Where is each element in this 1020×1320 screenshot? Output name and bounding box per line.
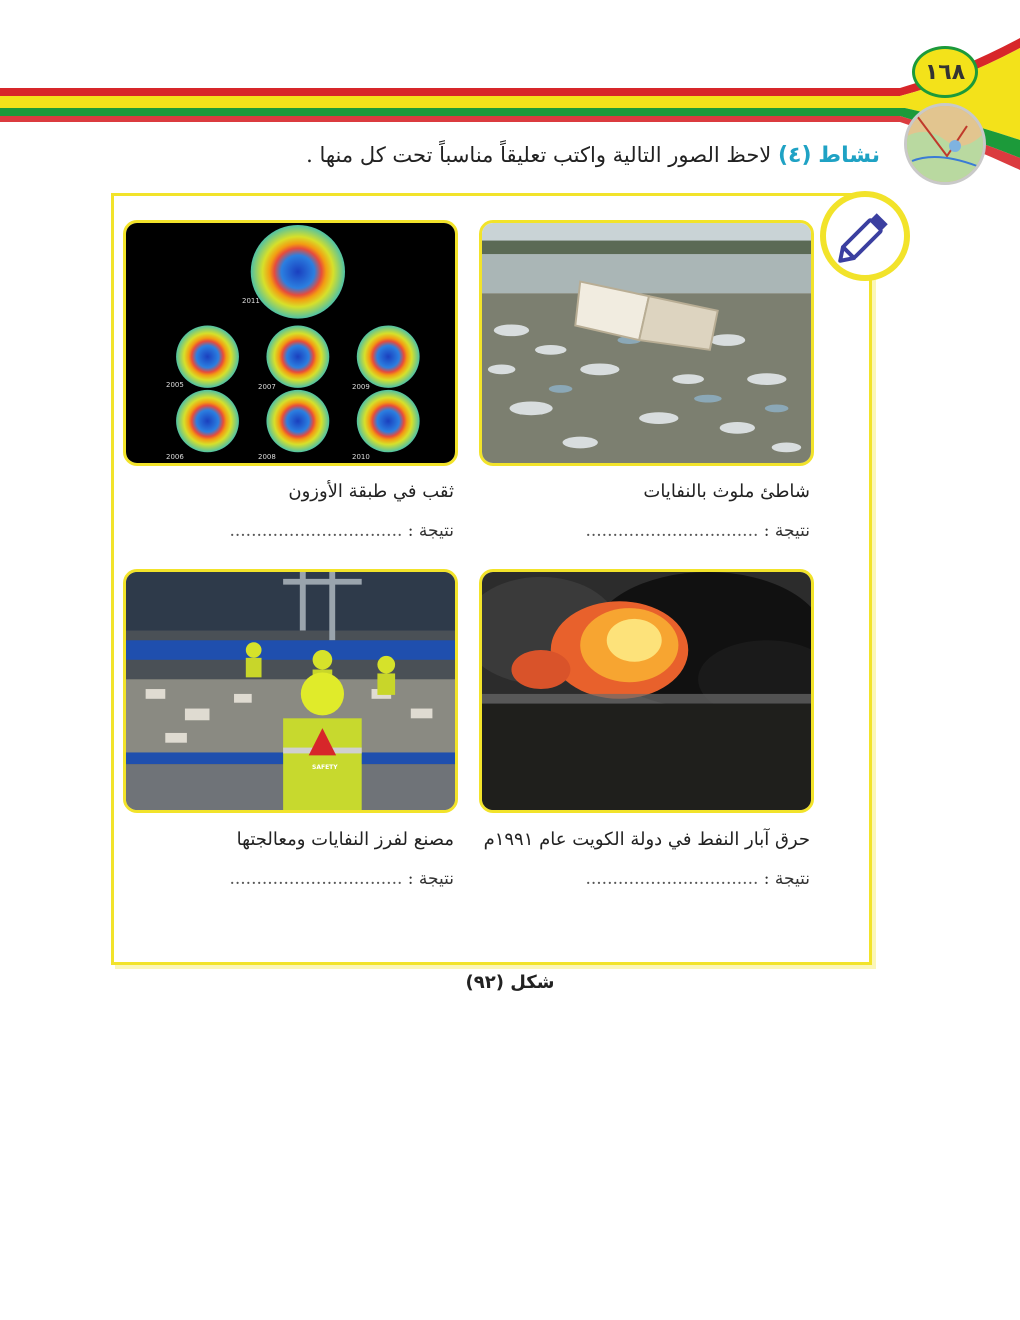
result-label: نتيجة : <box>407 521 454 541</box>
answer-dots: ................................ <box>585 869 759 889</box>
page-number-badge <box>912 46 978 98</box>
polluted-beach-photo <box>479 220 814 466</box>
result-line-3 <box>585 869 810 889</box>
year-label: 2010 <box>352 453 370 461</box>
pencil-icon <box>820 191 910 281</box>
map-icon <box>904 103 986 185</box>
result-line-4 <box>229 869 454 889</box>
vest-label: SAFETY <box>312 764 338 771</box>
caption-ozone-hole: ثقب في طبقة الأوزون <box>288 481 454 502</box>
year-label: 2006 <box>166 453 184 461</box>
activity-instruction: لاحظ الصور التالية واكتب تعليقاً مناسباً تحت كل منها . <box>306 143 772 167</box>
answer-dots: ................................ <box>229 521 403 541</box>
year-label: 2007 <box>258 383 276 391</box>
caption-recycling-plant: مصنع لفرز النفايات ومعالجتها <box>236 829 454 850</box>
recycling-plant-photo <box>123 569 458 813</box>
year-label: 2008 <box>258 453 276 461</box>
ozone-hole-photo <box>123 220 458 466</box>
activity-title <box>306 143 880 168</box>
answer-dots: ................................ <box>229 869 403 889</box>
result-line-2 <box>229 521 454 541</box>
activity-label: نشاط <box>818 143 880 168</box>
result-label: نتيجة : <box>407 869 454 889</box>
oil-fire-photo <box>479 569 814 813</box>
year-label: 2011 <box>242 297 260 305</box>
figure-label: شكل (٩٢) <box>465 972 555 993</box>
result-label: نتيجة : <box>763 521 810 541</box>
caption-polluted-beach: شاطئ ملوث بالنفايات <box>643 481 810 502</box>
result-label: نتيجة : <box>763 869 810 889</box>
year-label: 2009 <box>352 383 370 391</box>
page-number: ١٦٨ <box>924 59 966 85</box>
caption-oil-fire: حرق آبار النفط في دولة الكويت عام ١٩٩١م <box>483 829 810 850</box>
result-line-1 <box>585 521 810 541</box>
header-stripes <box>0 0 1020 200</box>
year-label: 2005 <box>166 381 184 389</box>
activity-number: (٤) <box>777 143 812 168</box>
answer-dots: ................................ <box>585 521 759 541</box>
